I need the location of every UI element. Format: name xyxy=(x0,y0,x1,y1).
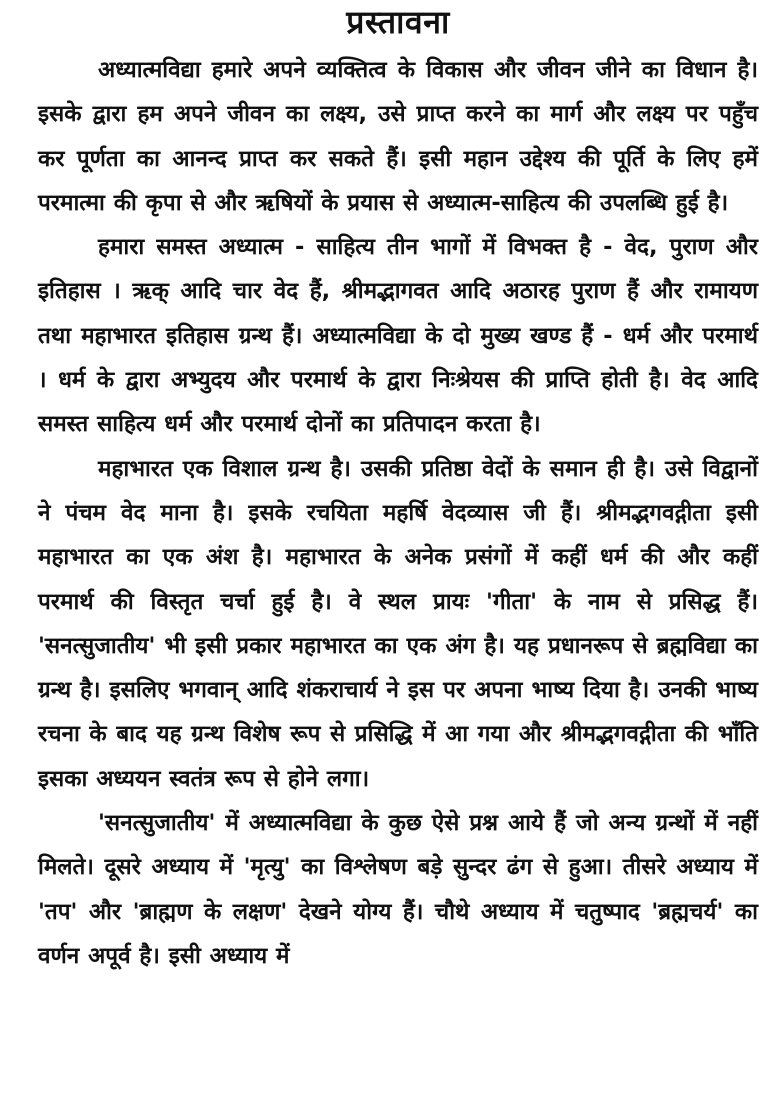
paragraph-2: हमारा समस्त अध्यात्म - साहित्य तीन भागों में विभक्त है - वेद, पुराण और इतिहास । ऋक् आदि चार वेद हैं, श्रीमद्भागवत आदि अठारह पुराण हैं और रामायण तथा महाभारत इतिहास ग्रन्थ हैं। अध्यात्मविद्या के दो मुख्य खण्ड हैं - धर्म और परमार्थ । धर्म के द्वारा अभ्युदय और परमार्थ के द्वारा निःश्रेयस की प्राप्ति होती है। वेद आदि समस्त साहित्य धर्म और परमार्थ दोनों का प्रतिपादन करता है। xyxy=(38,234,758,438)
page-title: प्रस्तावना xyxy=(346,3,450,41)
paragraph-3: महाभारत एक विशाल ग्रन्थ है। उसकी प्रतिष्ठा वेदों के समान ही है। उसे विद्वानों ने पंचम वेद माना है। इसके रचयिता महर्षि वेदव्यास जी हैं। श्रीमद्भगवद्गीता इसी महाभारत का एक अंश है। महाभारत के अनेक प्रसंगों में कहीं धर्म की और कहीं परमार्थ की विस्तृत चर्चा हुई है। वे स्थल प्रायः 'गीता' के नाम से प्रसिद्ध हैं। 'सनत्सुजातीय' भी इसी प्रकार महाभारत का एक अंग है। यह प्रधानरूप से ब्रह्मविद्या का ग्रन्थ है। इसलिए भगवान् आदि शंकराचार्य ने इस पर अपना भाष्य दिया है। उनकी भाष्य रचना के बाद यह ग्रन्थ विशेष रूप से प्रसिद्धि में आ गया और श्रीमद्भगवद्गीता की भाँति इसका अध्ययन स्वतंत्र रूप से होने लगा। xyxy=(38,455,758,792)
paragraph-1: अध्यात्मविद्या हमारे अपने व्यक्तित्व के विकास और जीवन जीने का विधान है। इसके द्वारा हम अपने जीवन का लक्ष्य, उसे प्राप्त करने का मार्ग और लक्ष्य पर पहुँच कर पूर्णता का आनन्द प्राप्त कर सकते हैं। इसी महान उद्देश्य की पूर्ति के लिए हमें परमात्मा की कृपा से और ऋषियों के प्रयास से अध्यात्म-साहित्य की उपलब्धि हुई है। xyxy=(38,57,758,216)
paragraph-4: 'सनत्सुजातीय' में अध्यात्मविद्या के कुछ ऐसे प्रश्न आये हैं जो अन्य ग्रन्थों में नहीं मिलते। दूसरे अध्याय में 'मृत्यु' का विश्लेषण बड़े सुन्दर ढंग से हुआ। तीसरे अध्याय में 'तप' और 'ब्राह्मण के लक्षण' देखने योग्य हैं। चौथे अध्याय में चतुष्पाद 'ब्रह्मचर्य' का वर्णन अपूर्व है। इसी अध्याय में xyxy=(38,810,758,969)
